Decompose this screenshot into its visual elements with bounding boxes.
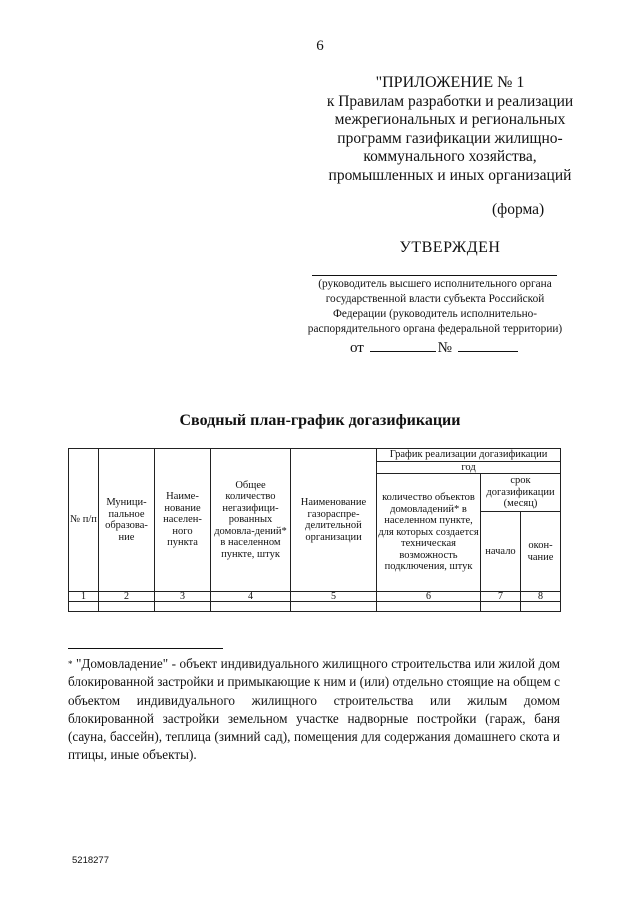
footnote-text: "Домовладение" - объект индивидуального жилищного строительства или жилой дом блокированной застройки и примыкающие к ним и (или) отдельно стоящие на общем с объектом индивидуального жилищного строительства или жилым домом блокированной застройки земельном участке надворные постройки (гараж, баня (сауна, бассейн), теплица (зимний сад), помещения для содержания домашнего скота и птицы, иные объекты). [68,656,561,763]
appendix-line: промышленных и иных организаций [328,166,572,184]
table-cell[interactable] [155,602,211,612]
appendix-line: программ газификации жилищно- [337,129,563,147]
table-cell[interactable] [377,602,481,612]
plan-schedule-table [68,448,561,612]
header-num: № п/п [69,449,99,592]
approved-heading: УТВЕРЖДЕН [399,239,501,256]
signature-line [312,275,557,276]
table-cell[interactable] [521,602,561,612]
number-sign: № [437,340,452,356]
header-municipality: Муници-пальное образова-ние [99,449,155,592]
table-cell[interactable] [481,602,521,612]
table-cell[interactable] [211,602,291,612]
signature-caption-line: (руководитель высшего исполнительного органа [318,278,552,290]
date-number-line [350,340,520,357]
footnote-mark: * [68,659,73,669]
date-blank [370,350,436,352]
number-blank [458,350,518,352]
appendix-header [300,74,600,185]
appendix-line: межрегиональных и региональных [334,111,566,128]
column-number: 6 [377,592,481,602]
header-total-households: Общее количество негазифици-рованных домовла-дений* в населенном пункте, штук [211,449,291,592]
header-gas-org: Наименование газораспре-делительной организации [291,449,377,592]
header-term: срок догазификации (месяц) [481,474,561,512]
column-number: 8 [521,592,561,602]
table-cell[interactable] [291,602,377,612]
signature-caption-line: Федерации (руководитель исполнительно- [332,308,538,320]
column-number: 7 [481,592,521,602]
appendix-title: "ПРИЛОЖЕНИЕ № 1 [375,74,525,91]
header-settlement: Наиме-нование населен-ного пункта [155,449,211,592]
appendix-line: коммунального хозяйства, [363,148,537,165]
column-number: 5 [291,592,377,602]
column-number: 3 [155,592,211,602]
document-title: Сводный план-график догазификации [179,412,461,429]
table-row [69,602,561,612]
header-start: начало [481,512,521,592]
footnote-separator [68,648,223,649]
header-year: год [377,461,561,474]
column-number: 4 [211,592,291,602]
appendix-line: к Правилам разработки и реализации [326,92,574,110]
form-label: (форма) [492,201,545,218]
column-number: 2 [99,592,155,602]
header-end: окон-чание [521,512,561,592]
column-number: 1 [69,592,99,602]
header-group: График реализации догазификации [377,449,561,462]
date-from-label: от [350,340,364,356]
header-count-possible: количество объектов домовладений* в населенном пункте, для которых создается техническая возможность подключения, штук [377,474,481,592]
table-cell[interactable] [69,602,99,612]
signature-caption-line: распорядительного органа федеральной территории) [307,323,563,335]
footnote [68,655,560,765]
signature-caption-line: государственной власти субъекта Российской [325,293,545,305]
page-number: 6 [316,38,324,54]
table-cell[interactable] [99,602,155,612]
document-code: 5218277 [72,855,109,866]
signature-caption [300,277,570,337]
